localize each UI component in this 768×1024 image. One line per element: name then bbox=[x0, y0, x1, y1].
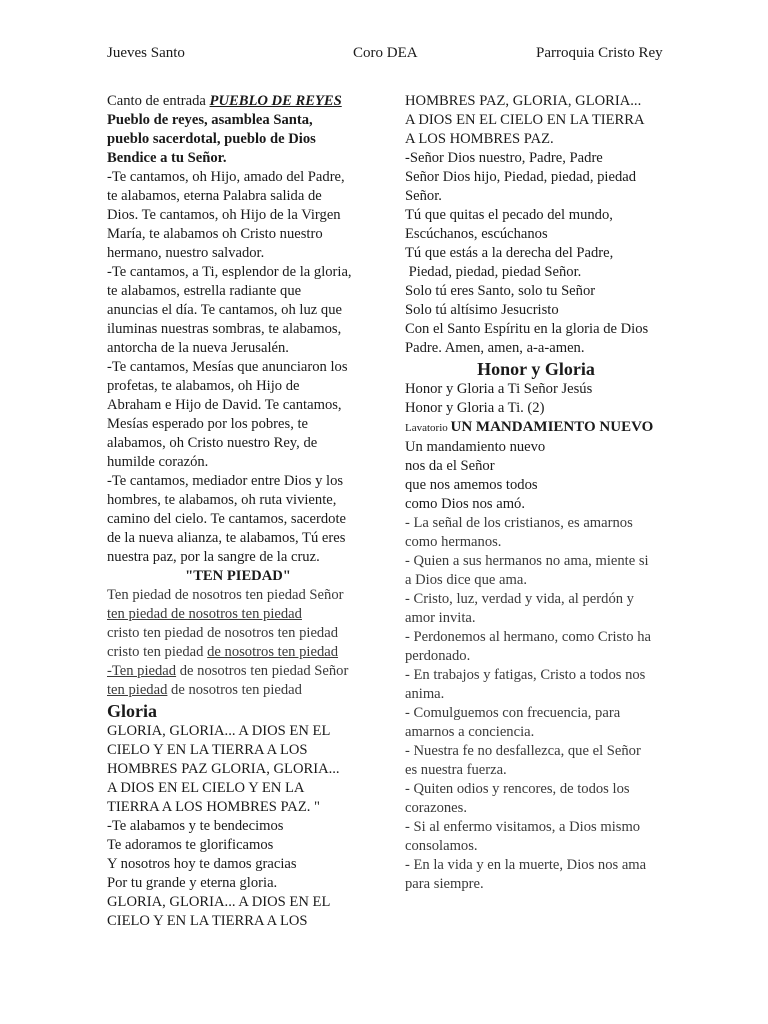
verse-line: de la nueva alianza, te alabamos, Tú eres bbox=[107, 530, 346, 546]
verse-line: Dios. Te cantamos, oh Hijo de la Virgen bbox=[107, 207, 341, 223]
refrain-line: pueblo sacerdotal, pueblo de Dios bbox=[107, 131, 316, 147]
lavatorio-label: Lavatorio bbox=[405, 422, 451, 434]
gloria-cont-line: -Señor Dios nuestro, Padre, Padre bbox=[405, 150, 603, 166]
gloria-cont-line: Señor. bbox=[405, 188, 442, 204]
verse-line: -Te cantamos, Mesías que anunciaron los bbox=[107, 359, 348, 375]
mandamiento-verse-line: - Comulguemos con frecuencia, para bbox=[405, 705, 621, 721]
verse-line: -Te cantamos, oh Hijo, amado del Padre, bbox=[107, 169, 345, 185]
gloria-cont-line: Con el Santo Espíritu en la gloria de Dios bbox=[405, 321, 649, 337]
gloria-line: GLORIA, GLORIA... A DIOS EN EL bbox=[107, 894, 331, 910]
verse-line: alabamos, oh Cristo nuestro Rey, de bbox=[107, 435, 318, 451]
gloria-line: CIELO Y EN LA TIERRA A LOS bbox=[107, 913, 308, 929]
mandamiento-verse-line: - Nuestra fe no desfallezca, que el Señor bbox=[405, 743, 641, 759]
verse-line: antorcha de la nueva Jerusalén. bbox=[107, 340, 289, 356]
piedad-line bbox=[107, 662, 369, 681]
mandamiento-verse-line: - Perdonemos al hermano, como Cristo ha bbox=[405, 629, 652, 645]
entrada-title: PUEBLO DE REYES bbox=[209, 93, 342, 109]
gloria-line: A DIOS EN EL CIELO Y EN LA bbox=[107, 780, 305, 796]
mandamiento-verse-line: - Si al enfermo visitamos, a Dios mismo bbox=[405, 819, 641, 835]
gloria-line: -Te alabamos y te bendecimos bbox=[107, 818, 284, 834]
piedad-text-underlined: ten piedad bbox=[107, 682, 168, 698]
gloria-cont-line: Piedad, piedad, piedad Señor. bbox=[405, 264, 582, 280]
verse-line: camino del cielo. Te cantamos, sacerdote bbox=[107, 511, 347, 527]
gloria-line: HOMBRES PAZ GLORIA, GLORIA... bbox=[107, 761, 340, 777]
piedad-text-underlined: de nosotros ten piedad bbox=[207, 644, 339, 660]
verse-line: anuncias el día. Te cantamos, oh luz que bbox=[107, 302, 342, 318]
gloria-cont-line: Solo tú eres Santo, solo tu Señor bbox=[405, 283, 596, 299]
gloria-cont-line: Señor Dios hijo, Piedad, piedad, piedad bbox=[405, 169, 637, 185]
mandamiento-refrain-line: como Dios nos amó. bbox=[405, 496, 525, 512]
gloria-cont-line: Solo tú altísimo Jesucristo bbox=[405, 302, 559, 318]
piedad-line: ten piedad de nosotros ten piedad bbox=[107, 606, 302, 622]
gloria-line: Por tu grande y eterna gloria. bbox=[107, 875, 278, 891]
mandamiento-verse-line: - La señal de los cristianos, es amarnos bbox=[405, 515, 633, 531]
mandamiento-verse-line: amor invita. bbox=[405, 610, 476, 626]
header-center: Coro DEA bbox=[353, 45, 418, 61]
piedad-text-underlined: -Ten piedad bbox=[107, 663, 177, 679]
piedad-text: cristo ten piedad bbox=[107, 644, 208, 660]
piedad-line: Ten piedad de nosotros ten piedad Señor bbox=[107, 587, 344, 603]
piedad-line bbox=[107, 681, 369, 700]
mandamiento-verse-line: - En trabajos y fatigas, Cristo a todos nos bbox=[405, 667, 646, 683]
verse-line: hombres, te alabamos, oh ruta viviente, bbox=[107, 492, 337, 508]
verse-line: profetas, te alabamos, oh Hijo de bbox=[107, 378, 300, 394]
mandamiento-verse-line: consolamos. bbox=[405, 838, 478, 854]
lavatorio-title: UN MANDAMIENTO NUEVO bbox=[450, 419, 654, 435]
mandamiento-verse-line: - Quien a sus hermanos no ama, miente si bbox=[405, 553, 649, 569]
verse-line: humilde corazón. bbox=[107, 454, 209, 470]
lavatorio-line bbox=[405, 418, 667, 438]
header-right: Parroquia Cristo Rey bbox=[536, 45, 663, 61]
mandamiento-refrain-line: nos da el Señor bbox=[405, 458, 495, 474]
gloria-cont-line: Padre. Amen, amen, a-a-amen. bbox=[405, 340, 585, 356]
gloria-line: TIERRA A LOS HOMBRES PAZ. " bbox=[107, 799, 321, 815]
mandamiento-verse-line: - Quiten odios y rencores, de todos los bbox=[405, 781, 630, 797]
right-column bbox=[405, 92, 667, 894]
left-column bbox=[107, 92, 369, 931]
entrada-line bbox=[107, 92, 369, 111]
refrain-line: Bendice a tu Señor. bbox=[107, 150, 227, 166]
mandamiento-refrain-line: que nos amemos todos bbox=[405, 477, 538, 493]
piedad-text: de nosotros ten piedad Señor bbox=[176, 663, 349, 679]
verse-line: te alabamos, estrella radiante que bbox=[107, 283, 302, 299]
verse-line: iluminas nuestras sombras, te alabamos, bbox=[107, 321, 342, 337]
mandamiento-verse-line: como hermanos. bbox=[405, 534, 502, 550]
verse-line: María, te alabamos oh Cristo nuestro bbox=[107, 226, 323, 242]
verse-line: hermano, nuestro salvador. bbox=[107, 245, 265, 261]
gloria-line: Te adoramos te glorificamos bbox=[107, 837, 274, 853]
gloria-cont-line: Tú que estás a la derecha del Padre, bbox=[405, 245, 614, 261]
honor-line: Honor y Gloria a Ti Señor Jesús bbox=[405, 381, 593, 397]
mandamiento-verse-line: corazones. bbox=[405, 800, 467, 816]
verse-line: Mesías esperado por los pobres, te bbox=[107, 416, 309, 432]
piedad-line: cristo ten piedad de nosotros ten piedad bbox=[107, 625, 339, 641]
gloria-cont-line: A LOS HOMBRES PAZ. bbox=[405, 131, 554, 147]
mandamiento-verse-line: - En la vida y en la muerte, Dios nos ama bbox=[405, 857, 647, 873]
verse-line: nuestra paz, por la sangre de la cruz. bbox=[107, 549, 320, 565]
piedad-title: "TEN PIEDAD" bbox=[185, 568, 291, 584]
gloria-cont-line: Tú que quitas el pecado del mundo, bbox=[405, 207, 613, 223]
honor-line: Honor y Gloria a Ti. (2) bbox=[405, 400, 545, 416]
mandamiento-verse-line: amarnos a conciencia. bbox=[405, 724, 535, 740]
mandamiento-verse-line: perdonado. bbox=[405, 648, 471, 664]
mandamiento-verse-line: a Dios dice que ama. bbox=[405, 572, 527, 588]
honor-title: Honor y Gloria bbox=[477, 359, 595, 379]
verse-line: -Te cantamos, a Ti, esplendor de la gloria, bbox=[107, 264, 352, 280]
header-left: Jueves Santo bbox=[107, 45, 185, 61]
mandamiento-verse-line: - Cristo, luz, verdad y vida, al perdón y bbox=[405, 591, 634, 607]
mandamiento-verse-line: es nuestra fuerza. bbox=[405, 762, 507, 778]
verse-line: Abraham e Hijo de David. Te cantamos, bbox=[107, 397, 342, 413]
gloria-line: CIELO Y EN LA TIERRA A LOS bbox=[107, 742, 308, 758]
gloria-cont-line: A DIOS EN EL CIELO EN LA TIERRA bbox=[405, 112, 645, 128]
piedad-line bbox=[107, 643, 369, 662]
mandamiento-verse-line: para siempre. bbox=[405, 876, 484, 892]
gloria-line: GLORIA, GLORIA... A DIOS EN EL bbox=[107, 723, 331, 739]
entrada-prefix: Canto de entrada bbox=[107, 93, 210, 109]
refrain-line: Pueblo de reyes, asamblea Santa, bbox=[107, 112, 313, 128]
gloria-line: Y nosotros hoy te damos gracias bbox=[107, 856, 297, 872]
piedad-text: de nosotros ten piedad bbox=[167, 682, 302, 698]
gloria-title: Gloria bbox=[107, 701, 157, 721]
gloria-cont-line: HOMBRES PAZ, GLORIA, GLORIA... bbox=[405, 93, 642, 109]
verse-line: -Te cantamos, mediador entre Dios y los bbox=[107, 473, 344, 489]
gloria-cont-line: Escúchanos, escúchanos bbox=[405, 226, 548, 242]
mandamiento-verse-line: anima. bbox=[405, 686, 445, 702]
verse-line: te alabamos, eterna Palabra salida de bbox=[107, 188, 322, 204]
mandamiento-refrain-line: Un mandamiento nuevo bbox=[405, 439, 546, 455]
